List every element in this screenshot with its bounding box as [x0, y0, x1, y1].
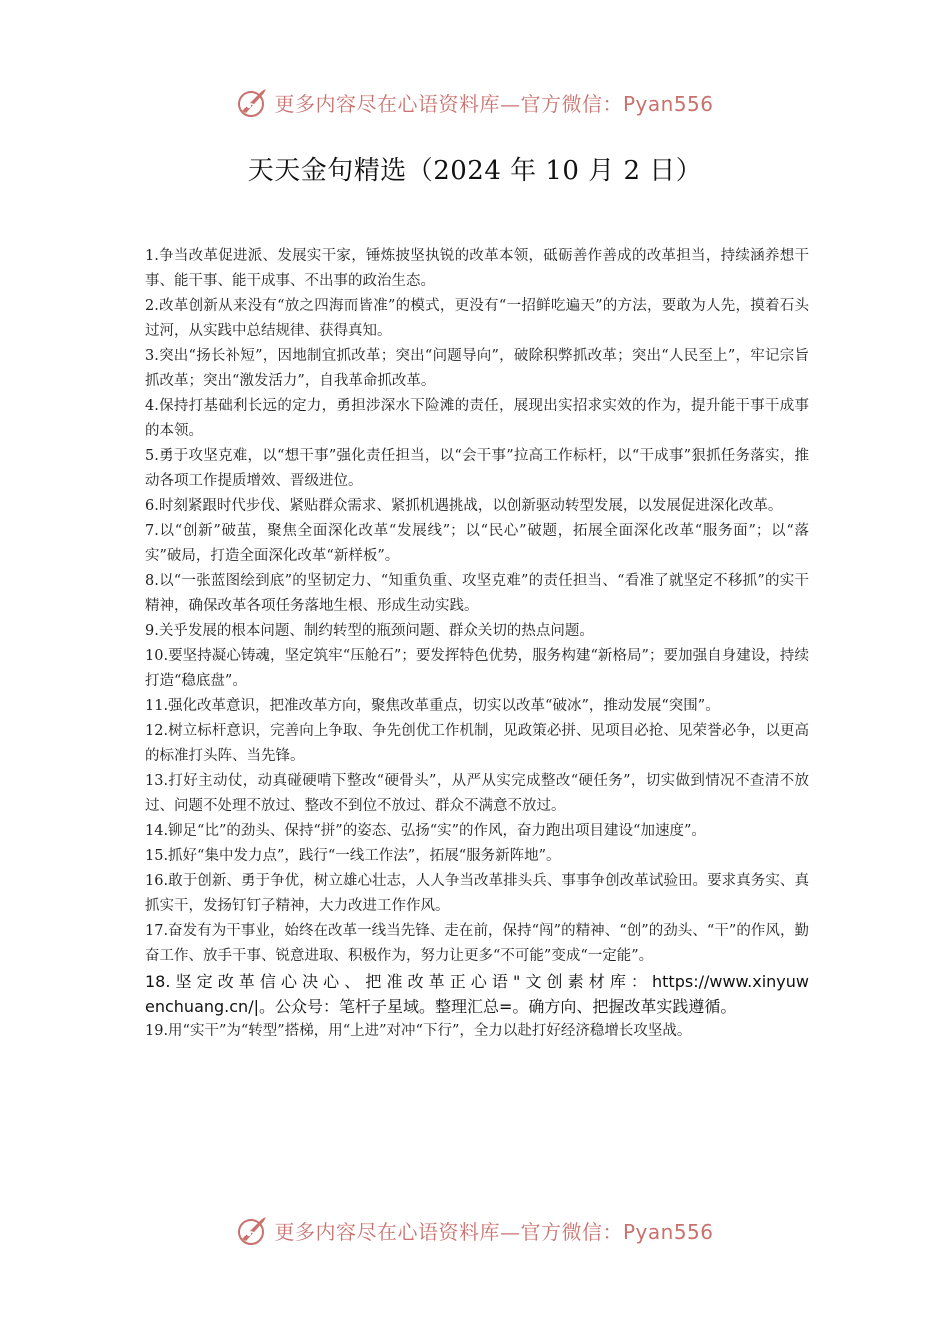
list-item: 5.勇于攻坚克难，以“想干事”强化责任担当，以“会干事”拉高工作标杆，以“干成事”狠抓任务落实，推动各项工作提质增效、晋级进位。	[145, 448, 809, 489]
list-item: 3.突出“扬长补短”，因地制宜抓改革；突出“问题导向”，破除积弊抓改革；突出“人民至上”，牢记宗旨抓改革；突出“激发活力”，自我革命抓改革。	[145, 348, 809, 389]
banner-wechat-id: Pyan556	[622, 91, 714, 116]
list-item: 17.奋发有为干事业，始终在改革一线当先锋、走在前，保持“闯”的精神、“创”的劲头、“干”的作风，勤奋工作、放手干事、锐意进取、积极作为，努力让更多“不可能”变成“一定能”。	[145, 923, 809, 964]
list-item: 16.敢于创新、勇于争优，树立雄心壮志，人人争当改革排头兵、事事争创改革试验田。要求真务实、真抓实干，发扬钉钉子精神，大力改进工作作风。	[145, 873, 809, 914]
list-item: 10.要坚持凝心铸魂，坚定筑牢“压舱石”；要发挥特色优势，服务构建“新格局”；要加强自身建设，持续打造“稳底盘”。	[145, 648, 809, 689]
list-item: 4.保持打基础利长远的定力，勇担涉深水下险滩的责任，展现出实招求实效的作为，提升能干事干成事的本领。	[145, 398, 809, 439]
banner-text: 更多内容尽在心语资料库—官方微信：	[274, 91, 623, 116]
list-item: 18. 坚 定 改 革 信 心 决 心 、 把 准 改 革 正 心 语 " 文 创 素 材 库 ： https://www.xinyuwenchuang.cn/|。公众号：笔杆子星域。整理汇总=。确方向、把握改革实践遵循。	[145, 972, 809, 1016]
page-title: 天天金句精选（2024 年 10 月 2 日）	[247, 156, 703, 186]
quill-pen-logo-icon	[236, 85, 270, 119]
list-item: 19.用“实干”为“转型”搭梯，用“上进”对冲“下行”，全力以赴打好经济稳增长攻坚战。	[145, 1023, 692, 1039]
list-item: 6.时刻紧跟时代步伐、紧贴群众需求、紧抓机遇挑战，以创新驱动转型发展，以发展促进深化改革。	[145, 498, 783, 514]
list-item: 8.以“一张蓝图绘到底”的坚韧定力、“知重负重、攻坚克难”的责任担当、“看准了就坚定不移抓”的实干精神，确保改革各项任务落地生根、形成生动实践。	[145, 573, 809, 614]
list-item: 14.铆足“比”的劲头、保持“拼”的姿态、弘扬“实”的作风，奋力跑出项目建设“加速度”。	[145, 823, 706, 839]
footer-banner	[0, 1210, 950, 1250]
document-body	[145, 244, 809, 1044]
list-item: 2.改革创新从来没有“放之四海而皆准”的模式，更没有“一招鲜吃遍天”的方法，要敢为人先，摸着石头过河，从实践中总结规律、获得真知。	[145, 298, 809, 339]
list-item: 11.强化改革意识，把准改革方向，聚焦改革重点，切实以改革“破冰”，推动发展“突围”。	[145, 698, 720, 714]
list-item: 1.争当改革促进派、发展实干家，锤炼披坚执锐的改革本领，砥砺善作善成的改革担当，持续涵养想干事、能干事、能干成事、不出事的政治生态。	[145, 248, 809, 289]
banner-wechat-id: Pyan556	[622, 1219, 714, 1244]
list-item: 15.抓好“集中发力点”，践行“一线工作法”，拓展“服务新阵地”。	[145, 848, 561, 864]
quill-pen-logo-icon	[236, 1213, 270, 1247]
header-banner	[0, 82, 950, 122]
list-item: 9.关乎发展的根本问题、制约转型的瓶颈问题、群众关切的热点问题。	[145, 623, 594, 639]
banner-text: 更多内容尽在心语资料库—官方微信：	[274, 1219, 623, 1244]
list-item: 13.打好主动仗，动真碰硬啃下整改“硬骨头”，从严从实完成整改“硬任务”，切实做到情况不查清不放过、问题不处理不放过、整改不到位不放过、群众不满意不放过。	[145, 773, 809, 814]
list-item: 7.以“创新”破茧，聚焦全面深化改革“发展线”；以“民心”破题，拓展全面深化改革“服务面”；以“落实”破局，打造全面深化改革“新样板”。	[145, 523, 809, 564]
list-item: 12.树立标杆意识，完善向上争取、争先创优工作机制，见政策必拼、见项目必抢、见荣誉必争，以更高的标准打头阵、当先锋。	[145, 723, 809, 764]
